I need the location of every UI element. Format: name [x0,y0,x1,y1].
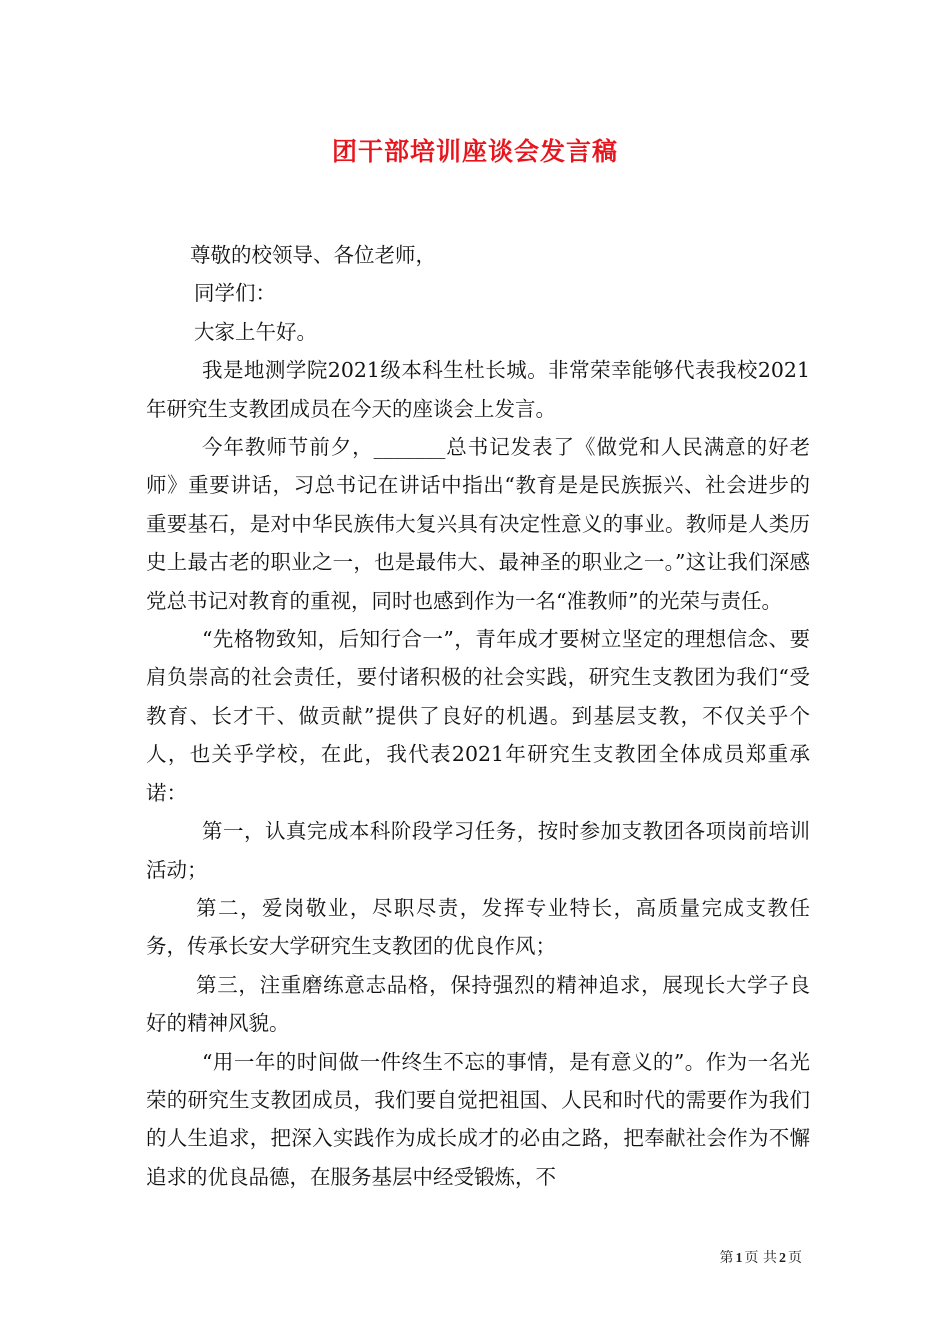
document-body [146,236,810,1196]
footer-prefix: 第 [719,1250,734,1266]
document-title: 团干部培训座谈会发言稿 [331,137,618,166]
footer-total-pages: 2 [779,1251,786,1266]
page-footer [720,1247,802,1267]
paragraph-third-point: 第三，注重磨练意志品格，保持强烈的精神追求，展现长大学子良好的精神风貌。 [146,972,810,1036]
paragraph-greeting-morning: 大家上午好。 [194,319,317,344]
paragraph-salutation: 尊敬的校领导、各位老师， [190,243,436,267]
paragraph-introduction: 我是地测学院2021级本科生杜长城。非常荣幸能够代表我校2021年研究生支教团成员在今天的座谈会上发言。 [146,358,810,421]
paragraph-commitment: “先格物致知，后知行合一”，青年成才要树立坚定的理想信念、要肩负崇高的社会责任，要付诸积极的社会实践，研究生支教团为我们“受教育、长才干、做贡献”提供了良好的机遇。到基层支教，不仅关乎个人，也关乎学校，在此，我代表2021年研究生支教团全体成员郑重承诺： [146,627,810,805]
paragraph-second-point: 第二，爱岗敬业，尽职尽责，发挥专业特长，高质量完成支教任务，传承长安大学研究生支教团的优良作风； [146,895,810,959]
footer-middle: 页 共 [744,1250,777,1266]
footer-suffix: 页 [788,1250,802,1266]
footer-current-page: 1 [735,1251,743,1266]
paragraph-greeting-students: 同学们： [194,281,276,306]
paragraph-first-point: 第一，认真完成本科阶段学习任务，按时参加支教团各项岗前培训活动； [146,819,810,882]
paragraph-teachers-day: 今年教师节前夕，_______总书记发表了《做党和人民满意的好老师》重要讲话，习总书记在讲话中指出“教育是是民族振兴、社会进步的重要基石，是对中华民族伟大复兴具有决定性意义的事业。教师是人类历史上最古老的职业之一，也是最伟大、最神圣的职业之一。”这让我们深感党总书记对教育的重视，同时也感到作为一名“准教师”的光荣与责任。 [146,435,810,613]
paragraph-one-year: “用一年的时间做一件终生不忘的事情，是有意义的”。作为一名光荣的研究生支教团成员，我们要自觉把祖国、人民和时代的需要作为我们的人生追求，把深入实践作为成长成才的必由之路，把奉献社会作为不懈追求的优良品德，在服务基层中经受锻炼，不 [146,1049,810,1189]
